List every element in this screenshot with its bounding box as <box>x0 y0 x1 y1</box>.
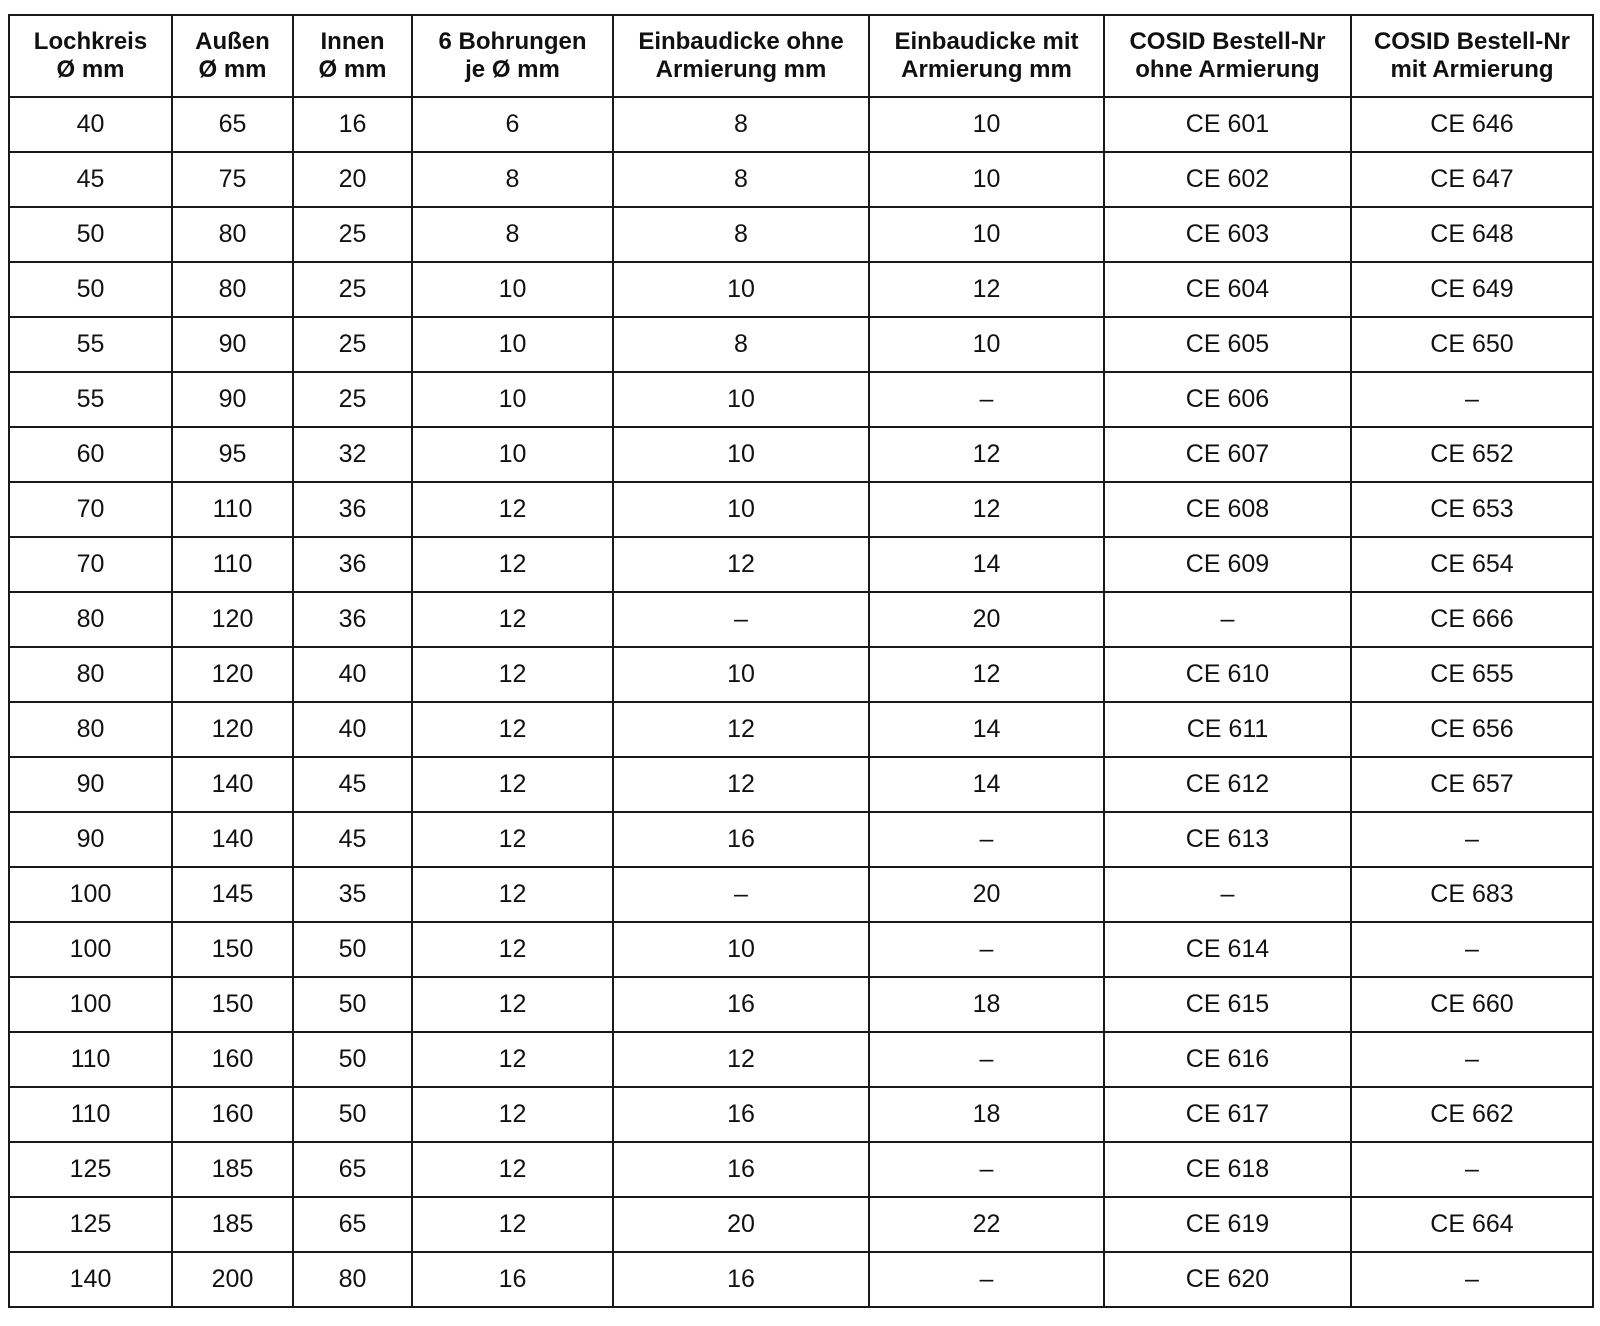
cell-innen: 45 <box>293 812 412 867</box>
cell-bohrungen: 12 <box>412 1197 613 1252</box>
header-line: Ø mm <box>198 56 267 83</box>
column-header-bohrungen <box>412 15 613 97</box>
cell-einbaudicke-mit: – <box>869 1032 1104 1087</box>
cell-aussen: 160 <box>172 1032 293 1087</box>
cell-innen: 25 <box>293 262 412 317</box>
cell-innen: 40 <box>293 702 412 757</box>
cell-bohrungen: 8 <box>412 207 613 262</box>
cell-aussen: 90 <box>172 372 293 427</box>
cell-innen: 40 <box>293 647 412 702</box>
cell-lochkreis: 90 <box>9 757 172 812</box>
cell-bestellnr-mit: CE 683 <box>1351 867 1593 922</box>
cell-bestellnr-ohne: CE 617 <box>1104 1087 1351 1142</box>
cell-bohrungen: 12 <box>412 592 613 647</box>
cell-lochkreis: 45 <box>9 152 172 207</box>
table-row <box>9 1252 1593 1307</box>
cell-bohrungen: 12 <box>412 647 613 702</box>
cell-bestellnr-ohne: CE 610 <box>1104 647 1351 702</box>
cell-aussen: 95 <box>172 427 293 482</box>
cell-einbaudicke-ohne: 10 <box>613 262 869 317</box>
table-row <box>9 537 1593 592</box>
cell-bohrungen: 12 <box>412 537 613 592</box>
cell-einbaudicke-mit: 22 <box>869 1197 1104 1252</box>
cell-einbaudicke-ohne: 20 <box>613 1197 869 1252</box>
cell-lochkreis: 80 <box>9 592 172 647</box>
cell-bestellnr-ohne: CE 618 <box>1104 1142 1351 1197</box>
header-line: Einbaudicke ohne <box>638 28 844 55</box>
cell-lochkreis: 125 <box>9 1142 172 1197</box>
cell-einbaudicke-mit: 12 <box>869 647 1104 702</box>
cell-innen: 65 <box>293 1197 412 1252</box>
cell-bohrungen: 12 <box>412 702 613 757</box>
cell-aussen: 150 <box>172 922 293 977</box>
cell-lochkreis: 80 <box>9 647 172 702</box>
cell-innen: 35 <box>293 867 412 922</box>
cell-innen: 80 <box>293 1252 412 1307</box>
column-header-innen <box>293 15 412 97</box>
cell-einbaudicke-ohne: 12 <box>613 1032 869 1087</box>
cell-bestellnr-mit: CE 664 <box>1351 1197 1593 1252</box>
cell-innen: 20 <box>293 152 412 207</box>
cell-bestellnr-mit: CE 650 <box>1351 317 1593 372</box>
table-row <box>9 702 1593 757</box>
table-row <box>9 1032 1593 1087</box>
cell-einbaudicke-mit: 14 <box>869 537 1104 592</box>
cell-einbaudicke-ohne: 8 <box>613 97 869 152</box>
cell-einbaudicke-mit: – <box>869 812 1104 867</box>
cell-einbaudicke-ohne: 10 <box>613 482 869 537</box>
cell-bohrungen: 12 <box>412 482 613 537</box>
cell-bohrungen: 10 <box>412 427 613 482</box>
cell-bohrungen: 12 <box>412 1032 613 1087</box>
table-row <box>9 922 1593 977</box>
cell-einbaudicke-ohne: 10 <box>613 427 869 482</box>
cell-einbaudicke-mit: 12 <box>869 482 1104 537</box>
cell-bestellnr-mit: – <box>1351 1142 1593 1197</box>
cell-einbaudicke-mit: 10 <box>869 207 1104 262</box>
cell-einbaudicke-mit: 10 <box>869 152 1104 207</box>
table-row <box>9 97 1593 152</box>
cell-aussen: 150 <box>172 977 293 1032</box>
cell-einbaudicke-ohne: 8 <box>613 207 869 262</box>
cell-bestellnr-ohne: CE 603 <box>1104 207 1351 262</box>
table-row <box>9 1197 1593 1252</box>
cell-bestellnr-ohne: CE 608 <box>1104 482 1351 537</box>
cell-aussen: 80 <box>172 207 293 262</box>
cell-aussen: 160 <box>172 1087 293 1142</box>
cell-bestellnr-mit: CE 660 <box>1351 977 1593 1032</box>
cell-bohrungen: 10 <box>412 372 613 427</box>
table-row <box>9 207 1593 262</box>
cell-bohrungen: 12 <box>412 757 613 812</box>
cell-aussen: 185 <box>172 1197 293 1252</box>
cell-bestellnr-ohne: CE 619 <box>1104 1197 1351 1252</box>
cell-einbaudicke-ohne: 16 <box>613 1087 869 1142</box>
cell-lochkreis: 55 <box>9 317 172 372</box>
cell-bestellnr-ohne: CE 611 <box>1104 702 1351 757</box>
table-row <box>9 977 1593 1032</box>
cell-bestellnr-mit: CE 655 <box>1351 647 1593 702</box>
cell-einbaudicke-ohne: 16 <box>613 1252 869 1307</box>
cell-innen: 45 <box>293 757 412 812</box>
cell-einbaudicke-ohne: 10 <box>613 922 869 977</box>
header-line: Ø mm <box>318 56 387 83</box>
cell-einbaudicke-mit: 18 <box>869 977 1104 1032</box>
cell-bestellnr-ohne: CE 613 <box>1104 812 1351 867</box>
cell-einbaudicke-mit: 18 <box>869 1087 1104 1142</box>
header-line: Armierung mm <box>655 56 827 83</box>
cell-einbaudicke-mit: 12 <box>869 427 1104 482</box>
table-row <box>9 1142 1593 1197</box>
cell-aussen: 120 <box>172 592 293 647</box>
cell-lochkreis: 40 <box>9 97 172 152</box>
cell-bohrungen: 12 <box>412 977 613 1032</box>
cell-einbaudicke-mit: – <box>869 922 1104 977</box>
cell-lochkreis: 110 <box>9 1087 172 1142</box>
cell-aussen: 120 <box>172 647 293 702</box>
cell-bestellnr-ohne: CE 606 <box>1104 372 1351 427</box>
cell-bestellnr-ohne: CE 604 <box>1104 262 1351 317</box>
cell-aussen: 65 <box>172 97 293 152</box>
cell-lochkreis: 140 <box>9 1252 172 1307</box>
cell-bestellnr-mit: CE 647 <box>1351 152 1593 207</box>
header-line: Einbaudicke mit <box>894 28 1079 55</box>
cell-bestellnr-mit: – <box>1351 922 1593 977</box>
cell-lochkreis: 100 <box>9 922 172 977</box>
cell-aussen: 80 <box>172 262 293 317</box>
cell-bohrungen: 12 <box>412 922 613 977</box>
table-row <box>9 427 1593 482</box>
header-line: Armierung mm <box>901 56 1072 83</box>
cell-bestellnr-mit: – <box>1351 372 1593 427</box>
cell-einbaudicke-ohne: 16 <box>613 812 869 867</box>
cell-bestellnr-ohne: CE 607 <box>1104 427 1351 482</box>
cell-lochkreis: 60 <box>9 427 172 482</box>
cell-bestellnr-mit: – <box>1351 812 1593 867</box>
cell-einbaudicke-mit: 20 <box>869 592 1104 647</box>
cell-bestellnr-ohne: CE 601 <box>1104 97 1351 152</box>
cell-lochkreis: 100 <box>9 867 172 922</box>
header-line: Ø mm <box>56 56 125 83</box>
cell-bestellnr-mit: – <box>1351 1252 1593 1307</box>
cell-bohrungen: 16 <box>412 1252 613 1307</box>
header-row <box>9 15 1593 97</box>
table-row <box>9 482 1593 537</box>
cell-bestellnr-ohne: CE 612 <box>1104 757 1351 812</box>
cell-einbaudicke-ohne: 10 <box>613 647 869 702</box>
cell-innen: 65 <box>293 1142 412 1197</box>
header-line: mit Armierung <box>1390 56 1554 83</box>
cell-lochkreis: 125 <box>9 1197 172 1252</box>
cell-aussen: 140 <box>172 757 293 812</box>
table-row <box>9 757 1593 812</box>
cell-einbaudicke-mit: 14 <box>869 702 1104 757</box>
cell-bohrungen: 12 <box>412 812 613 867</box>
cell-bestellnr-ohne: CE 620 <box>1104 1252 1351 1307</box>
cell-innen: 50 <box>293 1032 412 1087</box>
header-line: COSID Bestell-Nr <box>1373 28 1571 55</box>
cell-aussen: 200 <box>172 1252 293 1307</box>
cell-bestellnr-ohne: CE 602 <box>1104 152 1351 207</box>
header-line: Lochkreis <box>33 28 148 55</box>
cell-lochkreis: 90 <box>9 812 172 867</box>
cell-einbaudicke-ohne: 12 <box>613 702 869 757</box>
header-line: Innen <box>320 28 385 55</box>
column-header-lochkreis <box>9 15 172 97</box>
cell-innen: 50 <box>293 977 412 1032</box>
column-header-aussen <box>172 15 293 97</box>
cell-bohrungen: 12 <box>412 1142 613 1197</box>
header-line: Außen <box>195 28 270 55</box>
cell-bohrungen: 6 <box>412 97 613 152</box>
cell-bestellnr-mit: CE 657 <box>1351 757 1593 812</box>
cell-einbaudicke-mit: 12 <box>869 262 1104 317</box>
cell-einbaudicke-mit: – <box>869 372 1104 427</box>
cell-bestellnr-ohne: – <box>1104 592 1351 647</box>
cell-einbaudicke-ohne: 12 <box>613 757 869 812</box>
cell-innen: 36 <box>293 592 412 647</box>
cell-lochkreis: 100 <box>9 977 172 1032</box>
cell-bestellnr-ohne: CE 615 <box>1104 977 1351 1032</box>
cell-bestellnr-mit: CE 656 <box>1351 702 1593 757</box>
header-line: 6 Bohrungen <box>438 28 587 55</box>
cell-bestellnr-mit: CE 666 <box>1351 592 1593 647</box>
cell-lochkreis: 70 <box>9 537 172 592</box>
cell-innen: 50 <box>293 1087 412 1142</box>
table-row <box>9 647 1593 702</box>
cell-bohrungen: 10 <box>412 317 613 372</box>
cell-einbaudicke-mit: 10 <box>869 317 1104 372</box>
cell-einbaudicke-ohne: – <box>613 867 869 922</box>
header-line: ohne Armierung <box>1135 56 1320 83</box>
cell-bestellnr-mit: CE 646 <box>1351 97 1593 152</box>
table-body <box>9 97 1593 1307</box>
cell-bohrungen: 12 <box>412 867 613 922</box>
cell-aussen: 140 <box>172 812 293 867</box>
cell-bestellnr-ohne: – <box>1104 867 1351 922</box>
cell-aussen: 185 <box>172 1142 293 1197</box>
table-row <box>9 867 1593 922</box>
cell-einbaudicke-ohne: 10 <box>613 372 869 427</box>
cell-aussen: 110 <box>172 537 293 592</box>
cell-bestellnr-mit: CE 654 <box>1351 537 1593 592</box>
cell-innen: 32 <box>293 427 412 482</box>
table-row <box>9 262 1593 317</box>
cell-innen: 50 <box>293 922 412 977</box>
cell-einbaudicke-mit: – <box>869 1142 1104 1197</box>
column-header-einbaudicke-ohne <box>613 15 869 97</box>
cell-einbaudicke-ohne: 8 <box>613 317 869 372</box>
table-row <box>9 152 1593 207</box>
table-row <box>9 372 1593 427</box>
cell-bohrungen: 8 <box>412 152 613 207</box>
cell-lochkreis: 70 <box>9 482 172 537</box>
cell-einbaudicke-ohne: – <box>613 592 869 647</box>
cell-einbaudicke-ohne: 12 <box>613 537 869 592</box>
cell-innen: 36 <box>293 537 412 592</box>
cell-bohrungen: 12 <box>412 1087 613 1142</box>
cell-einbaudicke-ohne: 16 <box>613 977 869 1032</box>
column-header-bestellnr-mit <box>1351 15 1593 97</box>
table-row <box>9 812 1593 867</box>
cell-aussen: 120 <box>172 702 293 757</box>
cell-innen: 25 <box>293 207 412 262</box>
cell-einbaudicke-ohne: 16 <box>613 1142 869 1197</box>
cell-bestellnr-ohne: CE 605 <box>1104 317 1351 372</box>
cell-innen: 16 <box>293 97 412 152</box>
cell-aussen: 110 <box>172 482 293 537</box>
cell-einbaudicke-ohne: 8 <box>613 152 869 207</box>
cell-bestellnr-mit: CE 648 <box>1351 207 1593 262</box>
cell-bestellnr-ohne: CE 614 <box>1104 922 1351 977</box>
cell-bestellnr-mit: CE 649 <box>1351 262 1593 317</box>
header-line: COSID Bestell-Nr <box>1129 28 1326 55</box>
header-line: je Ø mm <box>465 56 560 83</box>
cell-aussen: 90 <box>172 317 293 372</box>
cell-bestellnr-mit: – <box>1351 1032 1593 1087</box>
cell-bestellnr-ohne: CE 609 <box>1104 537 1351 592</box>
cell-einbaudicke-mit: 20 <box>869 867 1104 922</box>
table-row <box>9 1087 1593 1142</box>
cell-einbaudicke-mit: 10 <box>869 97 1104 152</box>
table-row <box>9 317 1593 372</box>
spec-table <box>8 14 1594 1308</box>
cell-lochkreis: 110 <box>9 1032 172 1087</box>
column-header-einbaudicke-mit <box>869 15 1104 97</box>
cell-bestellnr-mit: CE 662 <box>1351 1087 1593 1142</box>
cell-bestellnr-mit: CE 653 <box>1351 482 1593 537</box>
cell-innen: 25 <box>293 372 412 427</box>
table-row <box>9 592 1593 647</box>
cell-einbaudicke-mit: 14 <box>869 757 1104 812</box>
cell-lochkreis: 55 <box>9 372 172 427</box>
cell-lochkreis: 50 <box>9 262 172 317</box>
cell-lochkreis: 80 <box>9 702 172 757</box>
cell-bohrungen: 10 <box>412 262 613 317</box>
cell-einbaudicke-mit: – <box>869 1252 1104 1307</box>
cell-aussen: 145 <box>172 867 293 922</box>
cell-innen: 36 <box>293 482 412 537</box>
cell-lochkreis: 50 <box>9 207 172 262</box>
cell-bestellnr-ohne: CE 616 <box>1104 1032 1351 1087</box>
cell-innen: 25 <box>293 317 412 372</box>
cell-aussen: 75 <box>172 152 293 207</box>
column-header-bestellnr-ohne <box>1104 15 1351 97</box>
cell-bestellnr-mit: CE 652 <box>1351 427 1593 482</box>
